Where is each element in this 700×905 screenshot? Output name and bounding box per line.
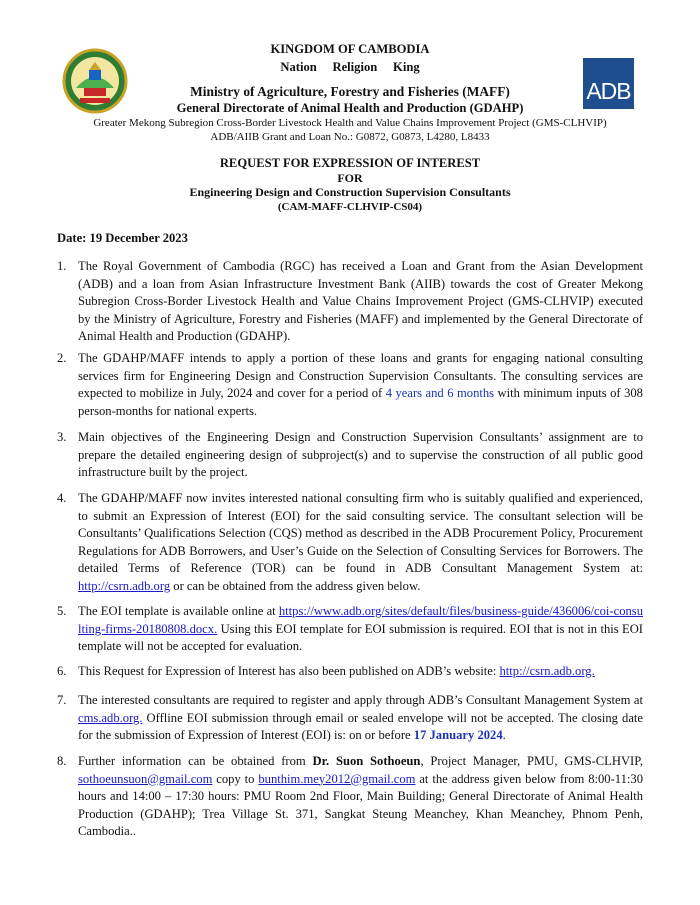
directorate-name: General Directorate of Animal Health and Production (GDAHP) <box>176 101 524 115</box>
request-title: REQUEST FOR EXPRESSION OF INTEREST <box>219 156 481 170</box>
adb-logo: ADB <box>583 58 634 109</box>
service-period-highlight: 4 years and 6 months <box>385 386 495 401</box>
item-number: 7. <box>57 693 67 707</box>
reference-code: (CAM-MAFF-CLHVIP-CS04) <box>277 201 423 213</box>
item-4-text: The GDAHP/MAFF now invites interested national consulting firm who is suitably qualified and experienced, to submit an Expression of Interest (EOI) for the said consulting service. The consultant selection will be Consultants’ Qualifications Selection (CQS) method as described in the ADB Procurement Policy, Procurement Regulations for ADB Borrowers, and User’s Guide on the Selection of Consulting Services for Borrowers. The detailed Terms of Reference (TOR) can be found in ADB Consultant Management System at: http://csrn.adb.org or can be obtained from the address given below. <box>78 491 643 593</box>
item-6-text: This Request for Expression of Interest has also been published on ADB’s website: http://csrn.adb.org. <box>78 664 595 678</box>
item-number: 8. <box>57 754 67 768</box>
item-3-text: Main objectives of the Engineering Design and Construction Supervision Consultants’ assignment are to prepare the detailed engineering design of subproject(s) and to supervise the construction of all public good infrastructure built by the project. <box>78 430 643 480</box>
contact-name: Dr. Suon Sothoeun <box>312 754 421 768</box>
item-number: 1. <box>57 259 67 273</box>
item-number: 4. <box>57 491 67 505</box>
project-name: Greater Mekong Subregion Cross-Border Livestock Health and Value Chains Improvement Project (GMS-CLHVIP) <box>93 117 607 129</box>
item-8-text: Further information can be obtained from Dr. Suon Sothoeun, Project Manager, PMU, GMS-CLHVIP, sothoeunsuon@gmail.com copy to bunthim.mey2012@gmail.com at the address given below from 8:00-11:30 hours and 14:00 – 17:30 hours: PMU Room 2nd Floor, Main Building; General Directorate of Animal Health Production (GDAHP); Trea Village St. 371, Sangkat Steung Meanchey, Khan Meanchey, Phnom Penh, Cambodia.. <box>78 754 643 839</box>
document-date: Date: 19 December 2023 <box>57 231 188 245</box>
contact-email-link[interactable]: sothoeunsuon@gmail.com <box>78 771 213 786</box>
item-7-text: The interested consultants are required to register and apply through ADB’s Consultant Management System at cms.adb.org. Offline EOI submission through email or sealed envelope will not be accepted. The closing date for the submission of Expression of Interest (EOI) is: on or before 17 January 2024. <box>78 693 643 743</box>
item-number: 3. <box>57 430 67 444</box>
national-motto: Nation Religion King <box>280 60 420 74</box>
csrn-link[interactable]: http://csrn.adb.org <box>78 578 171 593</box>
eoi-template-link[interactable]: https://www.adb.org/sites/default/files/business-guide/436006/coi-consulting-firms-20180808.docx. <box>78 604 643 636</box>
item-number: 2. <box>57 351 67 365</box>
grant-number: ADB/AIIB Grant and Loan No.: G0872, G0873, L4280, L8433 <box>210 131 490 143</box>
copy-email-link[interactable]: bunthim.mey2012@gmail.com <box>258 771 416 786</box>
adb-website-link[interactable]: http://csrn.adb.org. <box>499 664 595 678</box>
item-number: 6. <box>57 664 67 678</box>
cms-link[interactable]: cms.adb.org. <box>78 710 143 725</box>
closing-date: 17 January 2024 <box>413 728 503 743</box>
kingdom-heading: KINGDOM OF CAMBODIA <box>270 42 430 56</box>
ministry-name: Ministry of Agriculture, Forestry and Fisheries (MAFF) <box>190 84 510 99</box>
item-number: 5. <box>57 604 67 618</box>
assignment-title: Engineering Design and Construction Supervision Consultants <box>189 185 511 199</box>
item-2-text: The GDAHP/MAFF intends to apply a portion of these loans and grants for engaging national consulting services firm for Engineering Design and Construction Supervision Consultants. The consulting services are expected to mobilize in July, 2024 and cover for a period of 4 years and 6 months with minimum inputs of 308 person-months for national experts. <box>78 351 643 418</box>
item-1-text: The Royal Government of Cambodia (RGC) has received a Loan and Grant from the Asian Development (ADB) and a loan from Asian Infrastructure Investment Bank (AIIB) towards the cost of Greater Mekong Subregion Cross-Border Livestock Health and Value Chains Improvement Project (GMS-CLHVIP) executed by the Ministry of Agriculture, Forestry and Fisheries (MAFF) and implemented by the General Directorate of Animal Health and Production (GDAHP). <box>78 259 643 344</box>
title-for: FOR <box>337 171 363 185</box>
item-5-text: The EOI template is available online at https://www.adb.org/sites/default/files/business-guide/436006/coi-consulting-firms-20180808.docx. Using this EOI template for EOI submission is required. EOI that is not in this EOI template will not be accepted for evaluation. <box>78 604 643 654</box>
